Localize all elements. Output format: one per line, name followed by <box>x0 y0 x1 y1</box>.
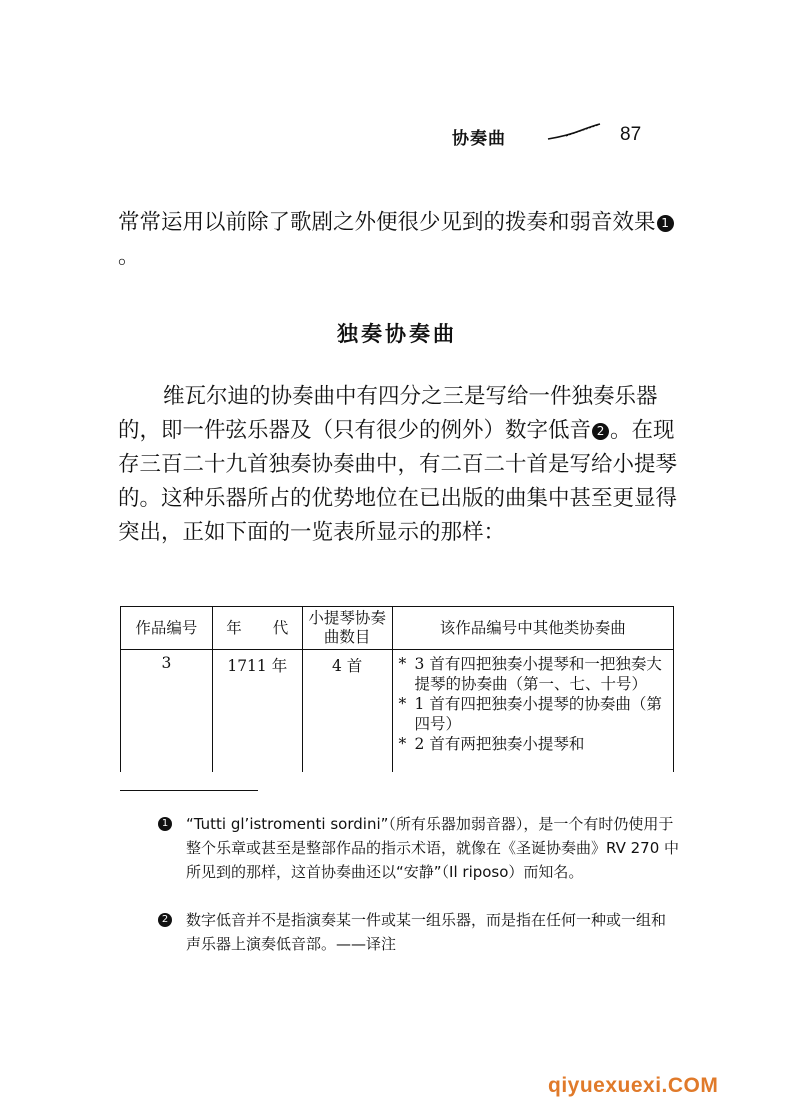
column-header-others: 该作品编号中其他类协奏曲 <box>392 607 673 650</box>
asterisk-icon: * <box>398 695 407 713</box>
footnote-marker-2: 2 <box>158 913 172 927</box>
paragraph-text-a: 维瓦尔迪的协奏曲中有四分之三是写给一件独奏乐器的，即一件弦乐器及（只有很少的例外）数字低音 <box>118 384 658 443</box>
footnote-2: 数字低音并不是指演奏某一件或某一组乐器，而是指在任何一种或一组和声乐器上演奏低音部。——译注 <box>186 911 667 953</box>
footnote-1: “Tutti gl’istromenti sordini”（所有乐器加弱音器），是一个有时仍使用于整个乐章或甚至是整部作品的指示术语，就像在《圣诞协奏曲》RV 270 中所见到的那样，这首协奏曲还以“安静”（Il riposo）而知名。 <box>186 815 680 881</box>
section-heading: 独奏协奏曲 <box>337 321 457 346</box>
footnote-divider <box>120 790 258 791</box>
asterisk-icon: * <box>398 655 407 673</box>
column-header-opus: 作品编号 <box>121 607 213 650</box>
cell-count: 4 首 <box>302 650 392 773</box>
body-paragraph-2 <box>118 380 678 550</box>
footnote-marker-1: 1 <box>158 817 172 831</box>
paragraph-end: 。 <box>118 244 140 269</box>
asterisk-icon: * <box>398 735 407 753</box>
footnote-ref-2[interactable]: 2 <box>592 423 609 440</box>
list-item: * 3 首有四把独奏小提琴和一把独奏大提琴的协奏曲（第一、七、十号） <box>398 655 662 693</box>
flourish-icon <box>546 122 602 142</box>
footnote-ref-1[interactable]: 1 <box>657 215 674 232</box>
paragraph-text: 常常运用以前除了歌剧之外便很少见到的拨奏和弱音效果 <box>118 210 656 235</box>
paragraph-text-b: 。在现存三百二十九首独奏协奏曲中，有二百二十首是写给小提琴的。这种乐器所占的优势地位在已出版的曲集中甚至更显得突出，正如下面的一览表所显示的那样： <box>118 418 678 545</box>
site-watermark: qiyuexuexi.COM <box>548 1074 719 1097</box>
other-concertos-list <box>393 650 673 754</box>
column-header-year: 年 代 <box>212 607 302 650</box>
cell-year: 1711 年 <box>212 650 302 773</box>
table-row <box>121 650 674 773</box>
list-item: * 1 首有四把独奏小提琴的协奏曲（第四号） <box>398 695 662 733</box>
cell-opus: 3 <box>121 650 213 773</box>
header-title: 协奏曲 <box>452 129 506 149</box>
list-item: * 2 首有两把独奏小提琴和 <box>398 735 585 753</box>
column-header-count: 小提琴协奏曲数目 <box>302 607 392 650</box>
body-paragraph-1 <box>118 206 678 274</box>
table-header-row <box>121 607 674 650</box>
cell-other-concertos <box>392 650 673 773</box>
page-number: 87 <box>620 124 642 145</box>
works-table <box>120 606 674 772</box>
